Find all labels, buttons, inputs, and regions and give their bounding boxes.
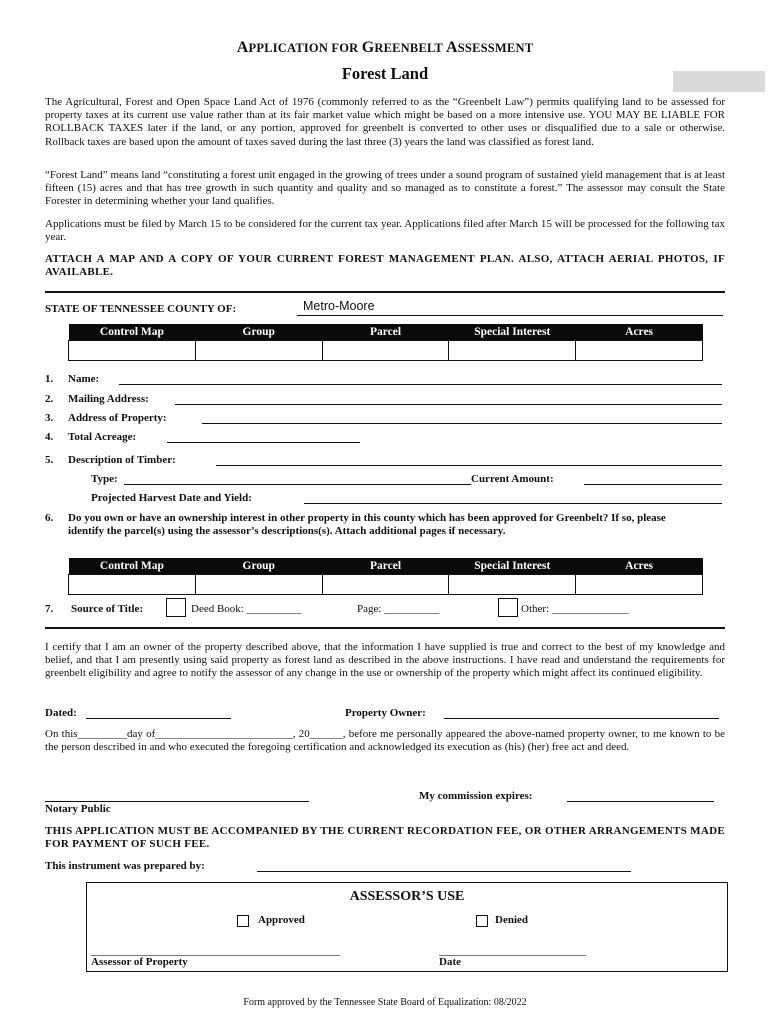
- property-address-field[interactable]: [202, 423, 722, 424]
- commission-expires-field[interactable]: [567, 801, 714, 802]
- other-property-question: Do you own or have an ownership interest in other property in this county which has been approved for Greenbelt? If so, please identify the parcel(s) using the assessor’s descriptions(s). Attach additional pages if necessary.: [68, 512, 666, 537]
- item-number: 7.: [45, 603, 54, 615]
- timber-type-label: Type:: [91, 473, 118, 485]
- col-group: Group: [195, 558, 322, 575]
- form-title: APPLICATION FOR GREENBELT ASSESSMENT: [236, 39, 534, 56]
- parcel-input[interactable]: [322, 341, 449, 361]
- name-label: Name:: [68, 373, 100, 385]
- timber-description-field[interactable]: [216, 465, 722, 466]
- control-map-input[interactable]: [69, 341, 196, 361]
- divider: [45, 291, 725, 293]
- denied-label: Denied: [495, 914, 528, 926]
- prepared-by-label: This instrument was prepared by:: [45, 860, 205, 872]
- current-amount-field[interactable]: [584, 484, 722, 485]
- commission-expires-label: My commission expires:: [419, 790, 533, 802]
- forest-land-definition: “Forest Land” means land “constituting a forest unit engaged in the growing of trees under a sound program of sustained yield management that is at least fifteen (15) acres and that has tree growth in such quantity and quality and so managed as to constitute a forest.” The assessor may consult the State Forester in determining whether your land qualifies.: [45, 169, 725, 208]
- mailing-address-label: Mailing Address:: [68, 393, 149, 405]
- prepared-by-field[interactable]: [257, 871, 631, 872]
- name-field[interactable]: [119, 384, 722, 385]
- parcel-table: [68, 324, 703, 361]
- harvest-field[interactable]: [304, 503, 722, 504]
- total-acreage-field[interactable]: [167, 442, 360, 443]
- col-special-interest: Special Interest: [449, 324, 576, 341]
- item-number: 6.: [45, 512, 54, 524]
- special-interest-input[interactable]: [449, 341, 576, 361]
- col-control-map: Control Map: [69, 324, 196, 341]
- total-acreage-label: Total Acreage:: [68, 431, 137, 443]
- denied-checkbox[interactable]: [476, 915, 488, 927]
- control-map-input[interactable]: [69, 575, 196, 595]
- col-control-map: Control Map: [69, 558, 196, 575]
- source-of-title-label: Source of Title:: [71, 603, 144, 615]
- assessor-date-field[interactable]: [439, 955, 586, 956]
- county-field[interactable]: Metro-Moore: [303, 299, 375, 313]
- assessor-use-box: [86, 882, 728, 972]
- parcel-input[interactable]: [322, 575, 449, 595]
- deed-book-checkbox[interactable]: [166, 598, 186, 617]
- current-amount-label: Current Amount:: [471, 473, 554, 485]
- intro-paragraph: The Agricultural, Forest and Open Space Land Act of 1976 (commonly referred to as the “Greenbelt Law”) permits qualifying land to be assessed for property taxes at its current use value rather than at its fair market value which might be based on a more intensive use. YOU MAY BE LIABLE FOR ROLLBACK TAXES later if the land, or any portion, approved for greenbelt is converted to other uses or disqualified due to a sale or otherwise. Rollback taxes are based upon the amount of taxes saved during the last three (3) years the land was classified as forest land.: [45, 96, 725, 148]
- special-interest-input[interactable]: [449, 575, 576, 595]
- col-acres: Acres: [576, 324, 703, 341]
- item-number: 1.: [45, 373, 54, 385]
- notary-acknowledgment: On this_________day of_________________________, 20______, before me personally appeared the above-named property owner, to me known to be the person described in and who executed the foregoing certification and acknowledged its execution as (his) (her) free act and deed.: [45, 728, 725, 754]
- col-group: Group: [195, 324, 322, 341]
- acres-input[interactable]: [576, 575, 703, 595]
- notary-public-label: Notary Public: [45, 803, 111, 815]
- assessor-of-property-label: Assessor of Property: [91, 956, 188, 968]
- certification-text: I certify that I am an owner of the property described above, that the information I have supplied is true and correct to the best of my knowledge and belief, and that I am presently using said property as forest land as described in the above instructions. I have read and understand the requirements for greenbelt eligibility and agree to notify the assessor of any change in the use or ownership of the property which might affect its continued eligibility.: [45, 641, 725, 680]
- other-parcel-table: [68, 558, 703, 595]
- assessor-use-title: ASSESSOR’S USE: [349, 889, 465, 904]
- dated-label: Dated:: [45, 707, 77, 719]
- timber-description-label: Description of Timber:: [68, 454, 176, 466]
- approved-checkbox[interactable]: [237, 915, 249, 927]
- dated-field[interactable]: [86, 718, 231, 719]
- form-subtitle: Forest Land: [341, 64, 429, 83]
- item-number: 3.: [45, 412, 54, 424]
- deed-book-field[interactable]: Deed Book: __________: [191, 603, 302, 615]
- page-field[interactable]: Page: __________: [357, 603, 440, 615]
- mailing-address-field[interactable]: [175, 404, 722, 405]
- divider: [45, 627, 725, 629]
- harvest-label: Projected Harvest Date and Yield:: [91, 492, 252, 504]
- item-number: 2.: [45, 393, 54, 405]
- property-owner-label: Property Owner:: [345, 707, 426, 719]
- county-label: STATE OF TENNESSEE COUNTY OF:: [45, 303, 237, 315]
- group-input[interactable]: [195, 575, 322, 595]
- notary-signature-line[interactable]: [45, 801, 309, 802]
- attach-notice: ATTACH A MAP AND A COPY OF YOUR CURRENT FOREST MANAGEMENT PLAN. ALSO, ATTACH AERIAL PHOTOS, IF AVAILABLE.: [45, 253, 725, 279]
- item-number: 4.: [45, 431, 54, 443]
- col-parcel: Parcel: [322, 558, 449, 575]
- col-special-interest: Special Interest: [449, 558, 576, 575]
- item-number: 5.: [45, 454, 54, 466]
- col-acres: Acres: [576, 558, 703, 575]
- form-footer: Form approved by the Tennessee State Board of Equalization: 08/2022: [243, 997, 527, 1008]
- county-field-line: [297, 315, 723, 316]
- timber-type-field[interactable]: [124, 484, 471, 485]
- fee-notice: THIS APPLICATION MUST BE ACCOMPANIED BY THE CURRENT RECORDATION FEE, OR OTHER ARRANGEMENTS MADE FOR PAYMENT OF SUCH FEE.: [45, 825, 725, 851]
- assessor-date-label: Date: [439, 956, 461, 968]
- group-input[interactable]: [195, 341, 322, 361]
- filing-deadline-text: Applications must be filed by March 15 to be considered for the current tax year. Applications filed after March 15 will be processed for the following tax year.: [45, 218, 725, 244]
- other-checkbox[interactable]: [498, 598, 518, 617]
- acres-input[interactable]: [576, 341, 703, 361]
- col-parcel: Parcel: [322, 324, 449, 341]
- property-address-label: Address of Property:: [68, 412, 167, 424]
- other-field[interactable]: Other: ______________: [521, 603, 629, 615]
- approved-label: Approved: [258, 914, 305, 926]
- property-owner-field[interactable]: [444, 718, 719, 719]
